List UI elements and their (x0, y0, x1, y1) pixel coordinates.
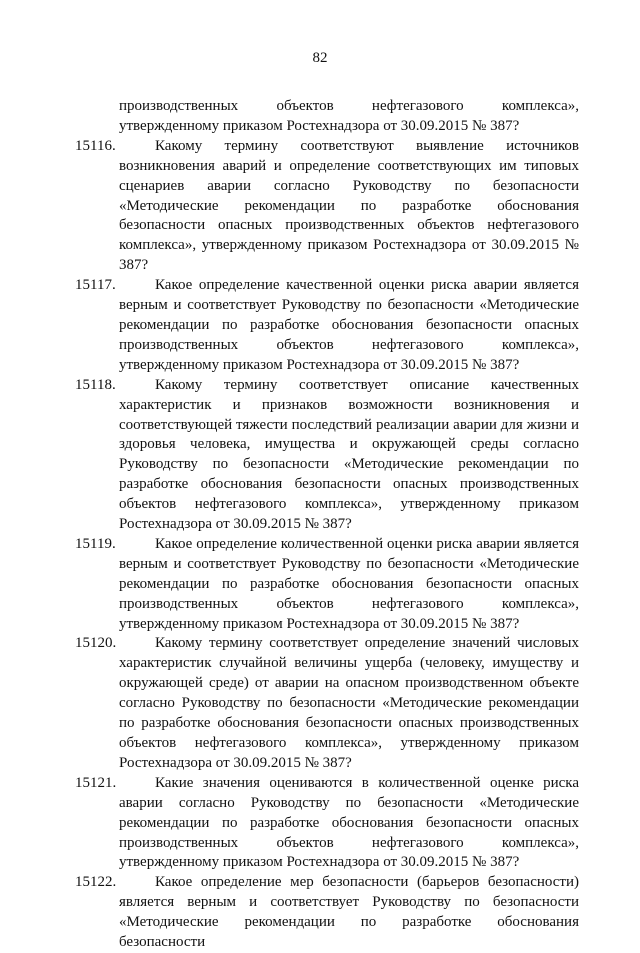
question-text: Какие значения оцениваются в количественной оценке риска аварии согласно Руководству по безопасности «Методические рекомендации по разработке обоснования безопасности опасных производственных объектов нефтегазового комплекса», утвержденному приказом Ростехнадзора от 30.09.2015 № 387? (119, 774, 579, 871)
question-list (75, 97, 579, 953)
question-number: 15122. (75, 874, 117, 891)
continued-paragraph: производственных объектов нефтегазового комплекса», утвержденному приказом Ростехнадзора от 30.09.2015 № 387? (119, 98, 579, 134)
question-item (75, 137, 579, 276)
question-number: 15119. (75, 535, 116, 552)
question-text: Какому термину соответствуют выявление источников возникновения аварий и определение соответствующих им типовых сценариев аварии согласно Руководству по безопасности «Методические рекомендации по разработке обоснования безопасности опасных производственных объектов нефтегазового комплекса», утвержденному приказом Ростехнадзора от 30.09.2015 № 387? (119, 137, 579, 274)
question-item (75, 774, 579, 874)
question-item (75, 535, 579, 635)
question-item (75, 276, 579, 376)
question-item (75, 376, 579, 535)
question-number: 15121. (75, 774, 117, 791)
question-text: Какое определение качественной оценки риска аварии является верным и соответствует Руководству по безопасности «Методические рекомендации по разработке обоснования безопасности опасных производственных объектов нефтегазового комплекса», утвержденному приказом Ростехнадзора от 30.09.2015 № 387? (119, 277, 579, 373)
question-number: 15120. (75, 635, 117, 652)
question-text: Какое определение мер безопасности (барьеров безопасности) является верным и соответствует Руководству по безопасности «Методические рекомендации по разработке обоснования безопасности (119, 874, 579, 951)
question-number: 15117. (75, 277, 116, 294)
page-number: 82 (312, 50, 328, 66)
question-number: 15118. (75, 376, 116, 393)
question-item (75, 634, 579, 773)
question-text: Какому термину соответствует описание качественных характеристик и признаков возможности возникновения и соответствующей тяжести последствий реализации аварии для жизни и здоровья человека, имущества и окружающей среды согласно Руководству по безопасности «Методические рекомендации по разработке обоснования безопасности опасных производственных объектов нефтегазового комплекса», утвержденному приказом Ростехнадзора от 30.09.2015 № 387? (119, 376, 579, 533)
question-text: Какое определение количественной оценки риска аварии является верным и соответствует Руководству по безопасности «Методические рекомендации по разработке обоснования безопасности опасных производственных объектов нефтегазового комплекса», утвержденному приказом Ростехнадзора от 30.09.2015 № 387? (119, 535, 579, 632)
question-number: 15116. (75, 137, 116, 154)
question-item (75, 873, 579, 953)
question-text: Какому термину соответствует определение значений числовых характеристик случайной величины ущерба (человеку, имуществу и окружающей среде) от аварии на опасном производственном объекте согласно Руководству по безопасности «Методические рекомендации по разработке обоснования безопасности опасных производственных объектов нефтегазового комплекса», утвержденному приказом Ростехнадзора от 30.09.2015 № 387? (119, 635, 579, 771)
